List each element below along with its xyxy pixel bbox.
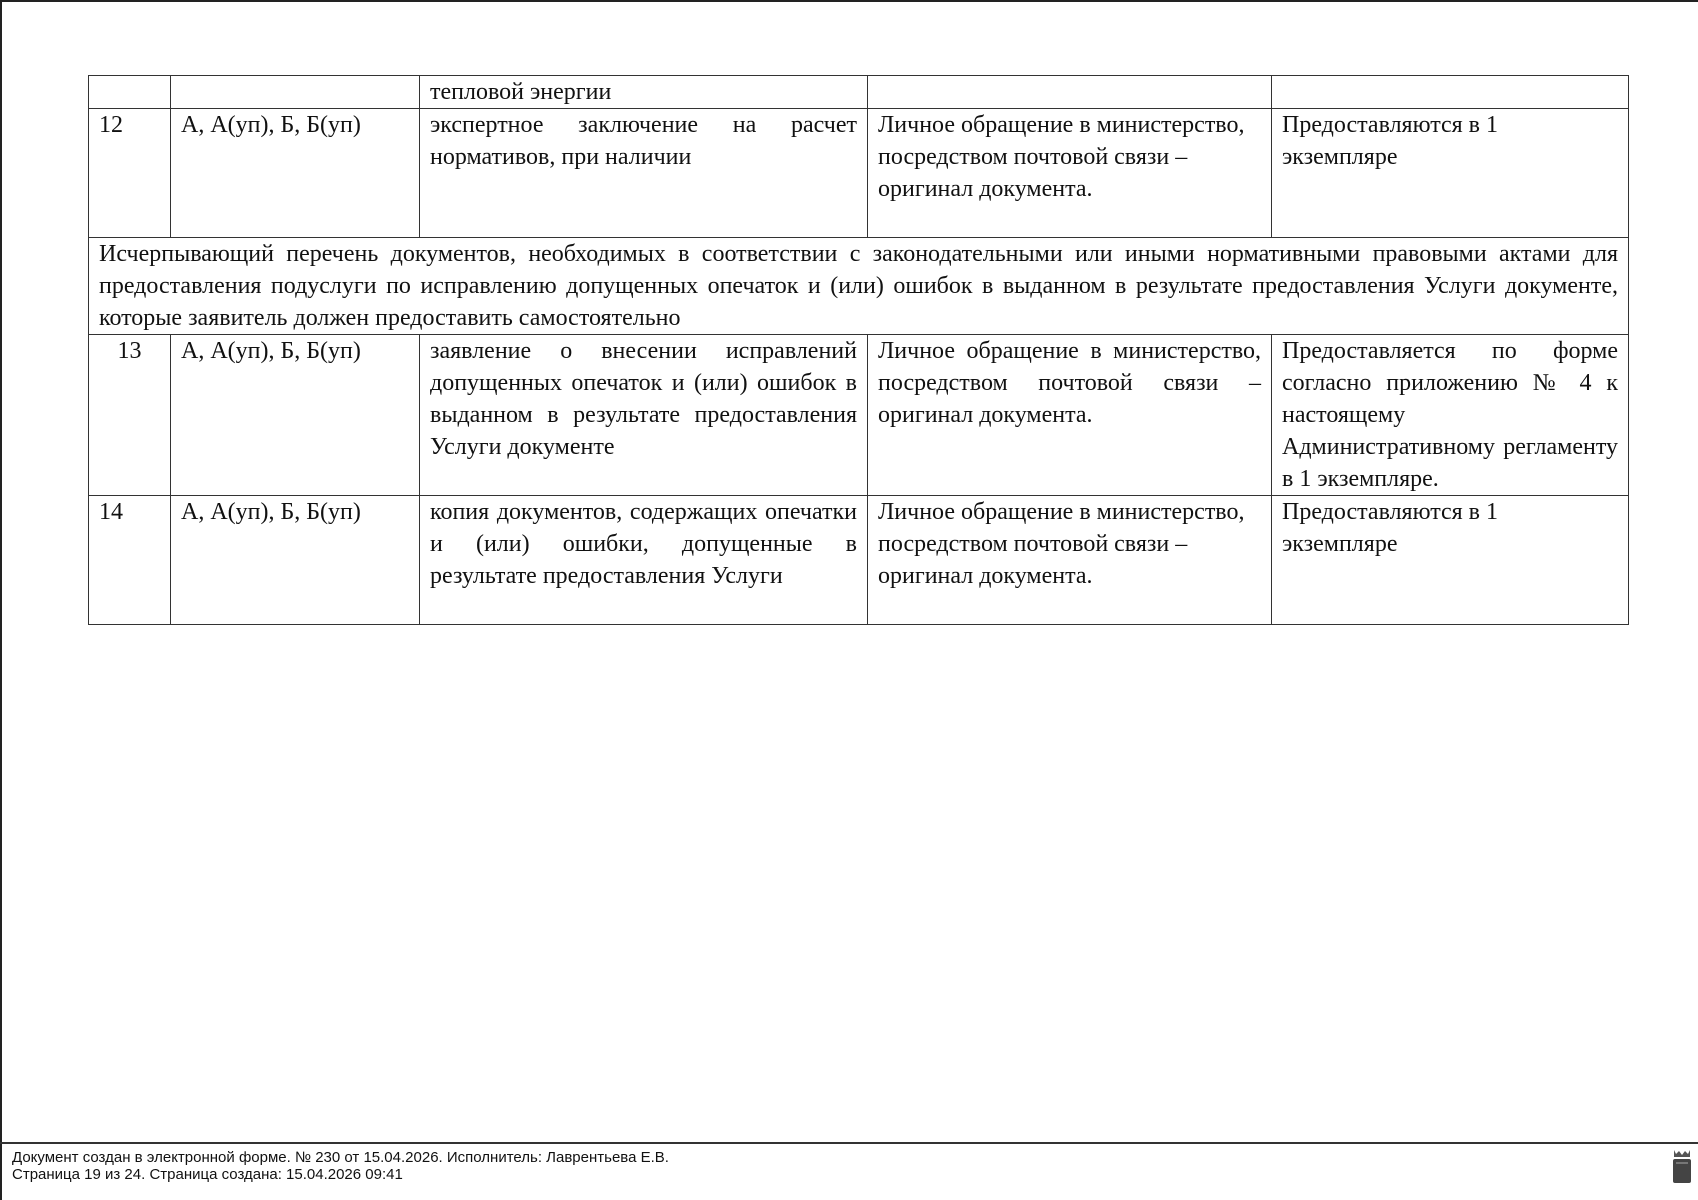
cell-document: копия документов, содержащих опечатки и (или) ошибки, допущенные в результате предоставления Услуги: [420, 496, 868, 625]
cell-document: заявление о внесении исправлений допущенных опечаток и (или) ошибок в выданном в результате предоставления Услуги документе: [420, 335, 868, 496]
cell-method: [868, 76, 1272, 109]
document-footer: [12, 1149, 669, 1183]
cell-document: тепловой энергии: [420, 76, 868, 109]
cell-categories: [171, 76, 420, 109]
table-row-continuation: [89, 76, 1629, 109]
table-row-14: [89, 496, 1629, 625]
page-border-top: [0, 0, 1698, 2]
cell-categories: А, А(уп), Б, Б(уп): [171, 335, 420, 496]
table-row-12: [89, 109, 1629, 238]
document-stamp-icon: [1671, 1148, 1693, 1184]
cell-categories: А, А(уп), Б, Б(уп): [171, 496, 420, 625]
cell-number: 14: [89, 496, 171, 625]
documents-table: [88, 75, 1629, 625]
section-heading: Исчерпывающий перечень документов, необходимых в соответствии с законодательными или иными нормативными правовыми актами для предоставления подуслуги по исправлению допущенных опечаток и (или) ошибок в выданном в результате предоставления Услуги документе, которые заявитель должен предоставить самостоятельно: [89, 238, 1629, 335]
cell-method: Личное обращение в министерство, посредством почтовой связи – оригинал документа.: [868, 496, 1272, 625]
cell-categories: А, А(уп), Б, Б(уп): [171, 109, 420, 238]
cell-number: [89, 76, 171, 109]
cell-note: Предоставляется по форме согласно приложению № 4 к настоящему Административному регламенту в 1 экземпляре.: [1272, 335, 1629, 496]
footer-divider: [0, 1142, 1698, 1144]
cell-note: Предоставляются в 1 экземпляре: [1272, 496, 1629, 625]
cell-note: [1272, 76, 1629, 109]
cell-number: 13: [89, 335, 171, 496]
table-section-row: [89, 238, 1629, 335]
cell-note: Предоставляются в 1 экземпляре: [1272, 109, 1629, 238]
table-row-13: [89, 335, 1629, 496]
page-border-left: [0, 0, 2, 1200]
cell-number: 12: [89, 109, 171, 238]
cell-method: Личное обращение в министерство, посредством почтовой связи – оригинал документа.: [868, 335, 1272, 496]
footer-line-document-info: Документ создан в электронной форме. № 230 от 15.04.2026. Исполнитель: Лаврентьева Е.В.: [12, 1149, 669, 1166]
cell-document: экспертное заключение на расчет нормативов, при наличии: [420, 109, 868, 238]
cell-method: Личное обращение в министерство, посредством почтовой связи – оригинал документа.: [868, 109, 1272, 238]
footer-line-page-info: Страница 19 из 24. Страница создана: 15.04.2026 09:41: [12, 1166, 403, 1183]
